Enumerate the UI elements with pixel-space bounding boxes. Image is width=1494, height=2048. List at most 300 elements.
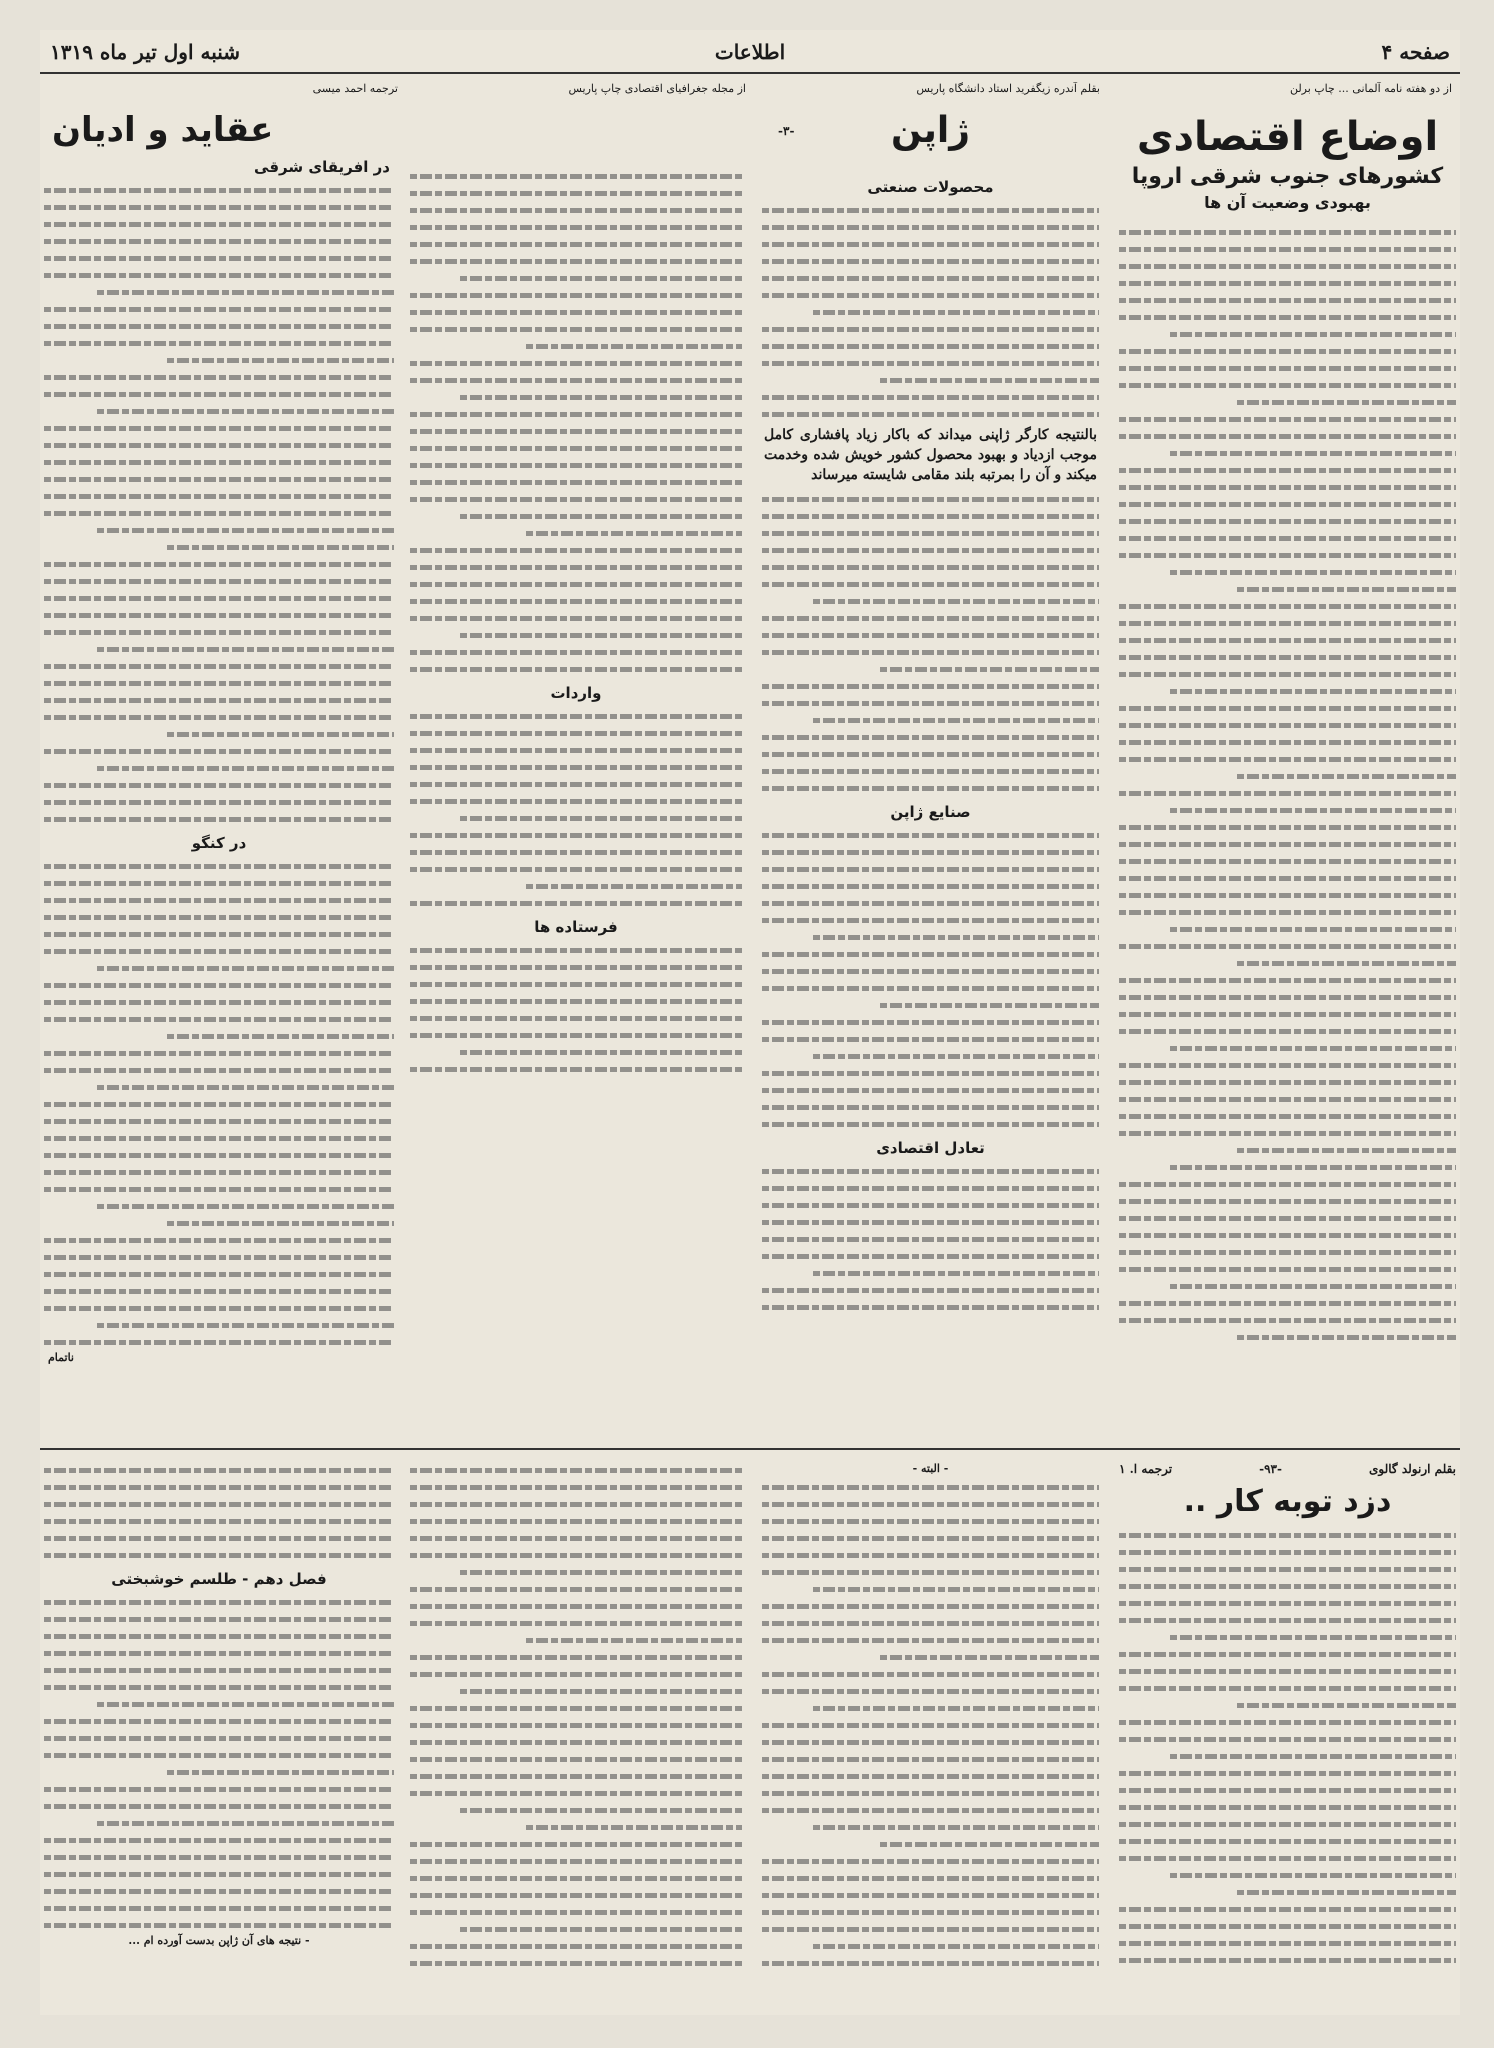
text-line xyxy=(410,285,742,302)
text-line xyxy=(410,1059,742,1076)
text-line xyxy=(44,809,394,826)
text-line xyxy=(44,1745,394,1762)
text-line xyxy=(44,1196,394,1213)
text-line xyxy=(410,1766,742,1783)
text-line xyxy=(1119,1916,1456,1933)
text-line xyxy=(762,1766,1099,1783)
text-line xyxy=(1119,477,1456,494)
text-line xyxy=(1119,1831,1456,1848)
text-line xyxy=(1119,1038,1456,1055)
text-line xyxy=(762,710,1099,727)
text-line xyxy=(762,625,1099,642)
text-line xyxy=(44,656,394,673)
text-line xyxy=(44,1830,394,1847)
text-line xyxy=(762,1246,1099,1263)
text-line xyxy=(44,452,394,469)
text-line xyxy=(1119,1004,1456,1021)
text-line xyxy=(44,265,394,282)
text-line xyxy=(1119,1627,1456,1644)
text-line xyxy=(410,455,742,472)
text-line xyxy=(762,1063,1099,1080)
text-line xyxy=(410,1851,742,1868)
text-line xyxy=(410,1562,742,1579)
article-body xyxy=(406,940,746,1076)
text-line xyxy=(1119,1242,1456,1259)
text-line xyxy=(762,676,1099,693)
text-line xyxy=(44,1009,394,1026)
text-line xyxy=(44,758,394,775)
text-line xyxy=(762,1919,1099,1936)
text-line xyxy=(44,367,394,384)
text-line xyxy=(410,1902,742,1919)
text-line xyxy=(44,1281,394,1298)
text-line xyxy=(44,1315,394,1332)
text-line xyxy=(44,873,394,890)
col4-credit: ترجمه احمد میسی xyxy=(312,82,398,95)
text-line xyxy=(1119,494,1456,511)
text-line xyxy=(1119,1089,1456,1106)
text-line xyxy=(1119,1678,1456,1695)
text-line xyxy=(1119,409,1456,426)
text-line xyxy=(410,974,742,991)
text-line xyxy=(1119,783,1456,800)
text-line xyxy=(410,740,742,757)
text-line xyxy=(1119,936,1456,953)
article-title: اوضاع اقتصادی xyxy=(1136,114,1439,160)
text-line xyxy=(44,1179,394,1196)
text-line xyxy=(1119,1106,1456,1123)
article-body xyxy=(1115,222,1460,1344)
text-line xyxy=(44,316,394,333)
text-line xyxy=(1119,443,1456,460)
text-line xyxy=(762,927,1099,944)
text-line xyxy=(1119,596,1456,613)
text-line xyxy=(410,991,742,1008)
text-line xyxy=(1119,868,1456,885)
text-line xyxy=(1119,647,1456,664)
text-line xyxy=(762,1477,1099,1494)
text-line xyxy=(410,489,742,506)
text-line xyxy=(410,723,742,740)
text-line xyxy=(44,1762,394,1779)
text-line xyxy=(44,1592,394,1609)
text-line xyxy=(762,1195,1099,1212)
text-line xyxy=(1119,800,1456,817)
text-line xyxy=(1119,1865,1456,1882)
text-line xyxy=(410,625,742,642)
text-line xyxy=(1119,766,1456,783)
text-line xyxy=(44,1609,394,1626)
text-line xyxy=(44,1660,394,1677)
text-line xyxy=(762,1851,1099,1868)
text-line xyxy=(410,353,742,370)
text-line xyxy=(762,1280,1099,1297)
chapter-heading: فصل دهم - طلسم خوشبختی xyxy=(111,1570,327,1588)
text-line xyxy=(762,1161,1099,1178)
text-line xyxy=(44,1626,394,1643)
article-title: عقاید و ادیان xyxy=(52,110,274,150)
text-line xyxy=(1119,1021,1456,1038)
col3-credit: از مجله جغرافیای اقتصادی چاپ پاریس xyxy=(568,82,746,95)
text-line xyxy=(762,642,1099,659)
text-line xyxy=(1119,1208,1456,1225)
section-heading: تعادل اقتصادی xyxy=(876,1139,985,1157)
text-line xyxy=(762,910,1099,927)
text-line xyxy=(410,940,742,957)
text-line xyxy=(762,693,1099,710)
text-line xyxy=(1119,1610,1456,1627)
serial-body xyxy=(40,1460,398,1562)
text-line xyxy=(44,1043,394,1060)
text-line xyxy=(1119,307,1456,324)
text-line xyxy=(762,1800,1099,1817)
text-line xyxy=(410,1613,742,1630)
text-line xyxy=(410,268,742,285)
text-line xyxy=(1119,749,1456,766)
text-line xyxy=(1119,1695,1456,1712)
text-line xyxy=(410,506,742,523)
text-line xyxy=(44,1264,394,1281)
text-line xyxy=(1119,1950,1456,1967)
text-line xyxy=(44,1060,394,1077)
section-divider xyxy=(40,1448,1460,1450)
text-line xyxy=(44,1162,394,1179)
article-body xyxy=(758,825,1103,1131)
text-line xyxy=(762,893,1099,910)
text-line xyxy=(44,1847,394,1864)
text-line xyxy=(762,1732,1099,1749)
section-heading: واردات xyxy=(550,684,602,702)
text-line xyxy=(44,1026,394,1043)
text-line xyxy=(44,248,394,265)
text-line xyxy=(1119,511,1456,528)
text-line xyxy=(410,1647,742,1664)
text-line xyxy=(762,285,1099,302)
text-line xyxy=(410,1919,742,1936)
text-line xyxy=(410,842,742,859)
text-line xyxy=(762,1212,1099,1229)
text-line xyxy=(44,384,394,401)
text-line xyxy=(44,350,394,367)
text-line xyxy=(44,486,394,503)
text-line xyxy=(410,251,742,268)
text-line xyxy=(1119,613,1456,630)
text-line xyxy=(44,214,394,231)
text-line xyxy=(1119,1559,1456,1576)
text-line xyxy=(1119,562,1456,579)
text-line xyxy=(44,197,394,214)
text-line xyxy=(44,554,394,571)
col2-credit: بقلم آندره زیگفرید استاد دانشگاه پاریس xyxy=(916,82,1100,95)
text-line xyxy=(44,282,394,299)
text-line xyxy=(410,1834,742,1851)
article-title: ژاپن xyxy=(891,110,970,151)
text-line xyxy=(762,944,1099,961)
text-line xyxy=(1119,1140,1456,1157)
text-line xyxy=(1119,1933,1456,1950)
text-line xyxy=(1119,1763,1456,1780)
text-line xyxy=(44,958,394,975)
text-line xyxy=(44,1460,394,1477)
text-line xyxy=(762,1817,1099,1834)
text-line xyxy=(44,1864,394,1881)
text-line xyxy=(1119,358,1456,375)
text-line xyxy=(410,370,742,387)
text-line xyxy=(44,975,394,992)
text-line xyxy=(1119,1542,1456,1559)
text-line xyxy=(44,435,394,452)
text-line xyxy=(1119,426,1456,443)
text-line xyxy=(762,523,1099,540)
article-japan xyxy=(758,110,1103,1440)
text-line xyxy=(44,537,394,554)
text-line xyxy=(1119,528,1456,545)
text-line xyxy=(44,1881,394,1898)
text-line xyxy=(44,1298,394,1315)
text-line xyxy=(762,1114,1099,1131)
text-line xyxy=(410,557,742,574)
text-line xyxy=(44,469,394,486)
text-line xyxy=(410,438,742,455)
text-line xyxy=(410,706,742,723)
text-line xyxy=(762,540,1099,557)
text-line xyxy=(762,1783,1099,1800)
text-line xyxy=(762,978,1099,995)
text-line xyxy=(1119,1814,1456,1831)
text-line xyxy=(1119,630,1456,647)
text-line xyxy=(1119,392,1456,409)
text-line xyxy=(410,1800,742,1817)
text-line xyxy=(762,761,1099,778)
text-line xyxy=(410,859,742,876)
text-line xyxy=(410,387,742,404)
text-line xyxy=(44,1511,394,1528)
text-line xyxy=(1119,290,1456,307)
text-line xyxy=(1119,1123,1456,1140)
text-line xyxy=(762,591,1099,608)
text-line xyxy=(762,744,1099,761)
text-line xyxy=(762,489,1099,506)
text-line xyxy=(410,1783,742,1800)
text-line xyxy=(410,1477,742,1494)
text-line xyxy=(1119,1780,1456,1797)
text-line xyxy=(410,893,742,910)
article-subtitle: کشورهای جنوب شرقی اروپا xyxy=(1131,164,1444,189)
text-line xyxy=(1119,1072,1456,1089)
text-line xyxy=(762,1715,1099,1732)
text-line xyxy=(1119,1259,1456,1276)
text-line xyxy=(410,302,742,319)
text-line xyxy=(44,1728,394,1745)
text-line xyxy=(762,268,1099,285)
text-line xyxy=(762,387,1099,404)
text-line xyxy=(762,200,1099,217)
text-line xyxy=(410,591,742,608)
text-line xyxy=(410,404,742,421)
text-line xyxy=(410,1868,742,1885)
text-line xyxy=(44,792,394,809)
text-line xyxy=(762,1681,1099,1698)
text-line xyxy=(1119,1576,1456,1593)
text-line xyxy=(410,319,742,336)
text-line xyxy=(410,1681,742,1698)
text-line xyxy=(1119,902,1456,919)
text-line xyxy=(1119,1848,1456,1865)
to-be-continued: ناتمام xyxy=(48,1351,74,1364)
text-line xyxy=(762,1630,1099,1647)
text-line xyxy=(762,778,1099,795)
text-line xyxy=(44,1915,394,1932)
text-line xyxy=(410,166,742,183)
text-line xyxy=(762,876,1099,893)
text-line xyxy=(1119,324,1456,341)
article-body xyxy=(406,706,746,910)
masthead xyxy=(40,30,1460,74)
article-subtitle-2: بهبودی وضعیت آن ها xyxy=(1204,193,1371,212)
text-line xyxy=(410,234,742,251)
text-line xyxy=(1119,1276,1456,1293)
text-line xyxy=(410,825,742,842)
text-line xyxy=(762,336,1099,353)
text-line xyxy=(762,574,1099,591)
text-line xyxy=(410,1025,742,1042)
serial-column-2 xyxy=(758,1460,1103,2005)
text-line xyxy=(762,1613,1099,1630)
text-line xyxy=(762,1046,1099,1063)
text-line xyxy=(44,1145,394,1162)
text-line xyxy=(1119,1899,1456,1916)
text-line xyxy=(44,418,394,435)
section-heading: در افریقای شرقی xyxy=(254,158,390,176)
text-line xyxy=(1119,987,1456,1004)
text-line xyxy=(410,1817,742,1834)
issue-date: شنبه اول تیر ماه ۱۳۱۹ xyxy=(50,40,241,64)
text-line xyxy=(44,1898,394,1915)
text-line xyxy=(762,1885,1099,1902)
text-line xyxy=(1119,732,1456,749)
text-line xyxy=(410,1885,742,1902)
serial-column-4 xyxy=(40,1460,398,2005)
text-line xyxy=(762,1097,1099,1114)
text-line xyxy=(44,707,394,724)
text-line xyxy=(44,333,394,350)
text-line xyxy=(762,1178,1099,1195)
article-japan-continued xyxy=(406,110,746,1440)
article-body xyxy=(40,856,398,1349)
text-line xyxy=(410,957,742,974)
text-line xyxy=(44,1545,394,1562)
serial-body xyxy=(40,1592,398,1932)
text-line xyxy=(762,1511,1099,1528)
text-line xyxy=(1119,1293,1456,1310)
text-line xyxy=(410,200,742,217)
text-line xyxy=(1119,460,1456,477)
text-line xyxy=(762,1080,1099,1097)
text-line xyxy=(762,251,1099,268)
text-line xyxy=(1119,341,1456,358)
text-line xyxy=(44,1128,394,1145)
text-line xyxy=(410,1630,742,1647)
text-line xyxy=(1119,817,1456,834)
text-line xyxy=(762,319,1099,336)
text-line xyxy=(1119,1797,1456,1814)
text-line xyxy=(44,890,394,907)
section-heading: فرستاده ها xyxy=(534,918,618,936)
text-line xyxy=(1119,1191,1456,1208)
text-line xyxy=(1119,1225,1456,1242)
serial-credit: بقلم ارنولد گالوی xyxy=(1369,1462,1456,1476)
text-line xyxy=(762,302,1099,319)
text-line xyxy=(762,404,1099,421)
text-line xyxy=(1119,1525,1456,1542)
text-line xyxy=(410,1664,742,1681)
text-line xyxy=(44,588,394,605)
text-line xyxy=(762,1545,1099,1562)
text-line xyxy=(762,1749,1099,1766)
text-line xyxy=(762,1868,1099,1885)
text-line xyxy=(410,183,742,200)
text-line xyxy=(1119,1644,1456,1661)
text-line xyxy=(1119,681,1456,698)
highlighted-paragraph: بالنتیجه کارگر ژاپنی میداند که باکار زیاد پافشاری کامل موجب ازدیاد و بهبود محصول کشور خویش شده وخدمت میکند و آن را بمرتبه بلند مقامی شایسته میرساند xyxy=(764,427,1097,483)
text-line xyxy=(1119,256,1456,273)
text-line xyxy=(410,1528,742,1545)
text-line xyxy=(44,605,394,622)
text-line xyxy=(1119,919,1456,936)
text-line xyxy=(762,608,1099,625)
text-line xyxy=(762,1647,1099,1664)
text-line xyxy=(762,1229,1099,1246)
section-heading: در کنگو xyxy=(191,834,247,852)
text-line xyxy=(762,1834,1099,1851)
text-line xyxy=(44,1779,394,1796)
text-line xyxy=(44,622,394,639)
text-line xyxy=(44,1813,394,1830)
text-line xyxy=(44,571,394,588)
series-number: -۳- xyxy=(778,124,795,138)
text-line xyxy=(410,808,742,825)
text-line xyxy=(1119,239,1456,256)
serial-body xyxy=(758,1477,1103,1970)
text-line xyxy=(1119,1882,1456,1899)
text-line xyxy=(762,1953,1099,1970)
text-line xyxy=(762,1936,1099,1953)
text-line xyxy=(1119,545,1456,562)
text-line xyxy=(1119,1729,1456,1746)
serial-number: -۹۳- xyxy=(1259,1462,1282,1476)
text-line xyxy=(1119,885,1456,902)
text-line xyxy=(410,540,742,557)
text-line xyxy=(44,1094,394,1111)
text-line xyxy=(762,1579,1099,1596)
text-line xyxy=(44,520,394,537)
text-line xyxy=(1119,579,1456,596)
text-line xyxy=(410,1545,742,1562)
text-line xyxy=(1119,1055,1456,1072)
text-line xyxy=(410,1042,742,1059)
text-line xyxy=(762,1698,1099,1715)
text-line xyxy=(762,1012,1099,1029)
text-line xyxy=(762,1263,1099,1280)
text-line xyxy=(44,924,394,941)
newspaper-name: اطلاعات xyxy=(714,40,786,64)
serial-body xyxy=(1115,1525,1460,1967)
text-line xyxy=(44,231,394,248)
text-line xyxy=(1119,834,1456,851)
article-body xyxy=(758,489,1103,795)
article-body xyxy=(406,166,746,676)
text-line xyxy=(1119,698,1456,715)
